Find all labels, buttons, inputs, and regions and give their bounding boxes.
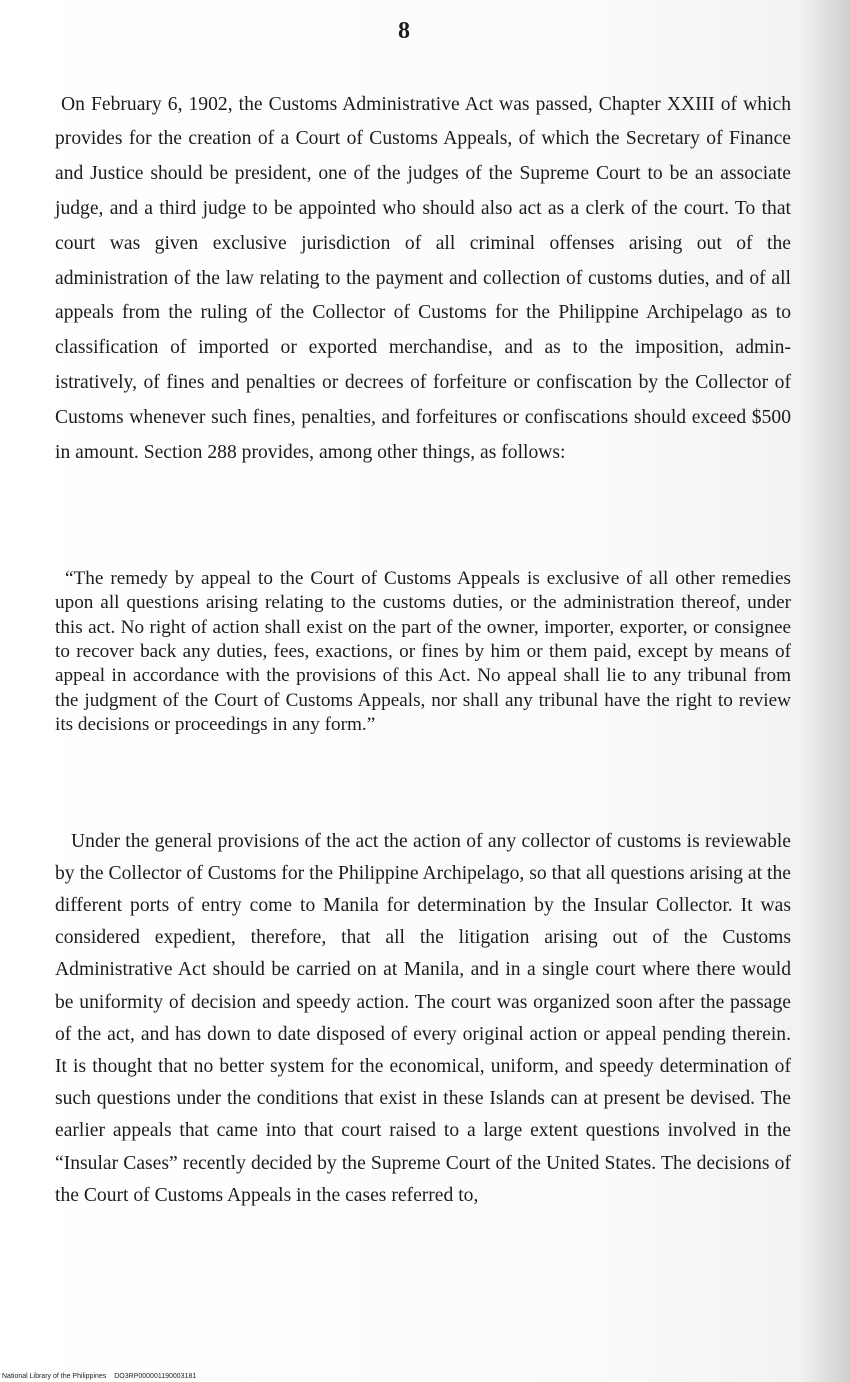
paragraph-customs-act: On February 6, 1902, the Customs Administrative Act was passed, Chapter XXIII of which provides for the creation of a Court of Customs Appeals, of which the Secretary of Finance and Justice should be president, one of the judges of the Supreme Court to be an associate judge, and a third judge to be appointed who should also act as a clerk of the court. To that court was given exclusive jurisdiction of all criminal offenses arising out of the administration of the law relating to the payment and collection of customs duties, and of all appeals from the ruling of the Collector of Customs for the Philippine Archipelago as to classification of imported or exported merchandise, and as to the imposition, administratively, of fines and penalties or decrees of forfeiture or confiscation by the Collector of Customs whenever such fines, penalties, and forfeitures or confiscations should exceed $500 in amount. Section 288 provides, among other things, as follows: (55, 93, 791, 463)
footer-library: National Library of the Philippines (2, 1373, 107, 1380)
page-number: 8 (398, 18, 410, 44)
footer-identifier: DO3RP000001190003181 (114, 1373, 197, 1380)
paragraph-general-provisions: Under the general provisions of the act the action of any collector of customs is reviewable by the Collector of Customs for the Philippine Archipelago, so that all questions arising at the different ports of entry come to Manila for determination by the Insular Collector. It was considered expedient, therefore, that all the litigation arising out of the Customs Administrative Act should be carried on at Manila, and in a single court where there would be uniformity of decision and speedy action. The court was organized soon after the passage of the act, and has down to date disposed of every original action or appeal pending therein. It is thought that no better system for the economical, uniform, and speedy determination of such questions under the conditions that exist in these Islands can at present be devised. The earlier appeals that came into that court raised to a large extent questions involved in the “Insular Cases” recently decided by the Supreme Court of the United States. The decisions of the Court of Customs Appeals in the cases referred to, (55, 830, 791, 1206)
footer-watermark (2, 1373, 196, 1380)
quoted-section-288: “The remedy by appeal to the Court of Customs Appeals is exclusive of all other remedies upon all questions arising relating to the customs duties, or the administration thereof, under this act. No right of action shall exist on the part of the owner, importer, exporter, or consignee to recover back any duties, fees, exactions, or fines by him or them paid, except by means of appeal in accordance with the provisions of this Act. No appeal shall lie to any tribunal from the judgment of the Court of Customs Appeals, nor shall any tribunal have the right to review its decisions or proceedings in any form.” (55, 568, 791, 735)
